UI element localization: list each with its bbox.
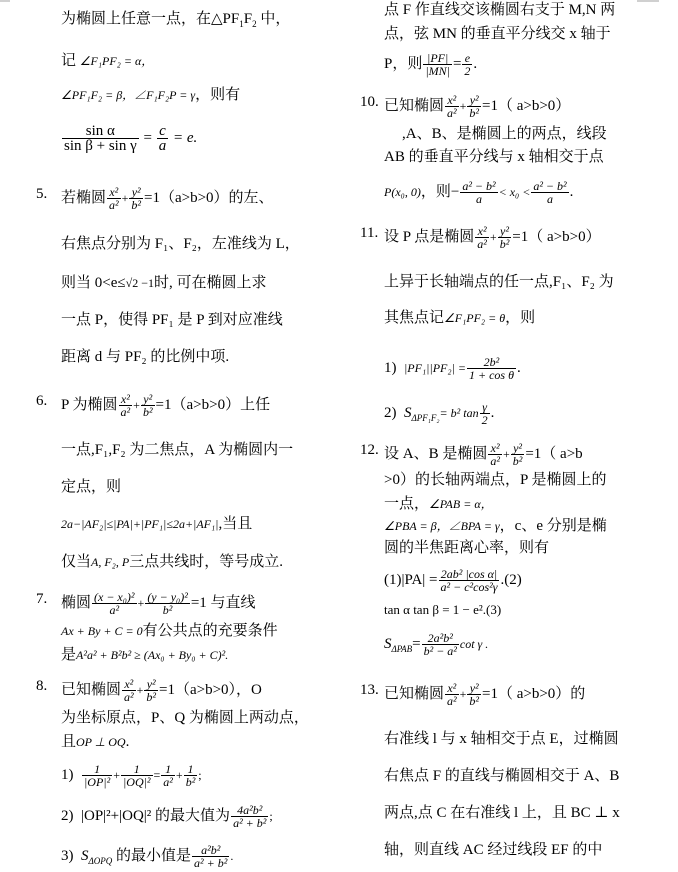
top-left-margin-mark: [0, 0, 10, 2]
one-over-b2: $\frac{1}{\text{b²}}$: [185, 762, 196, 789]
x2-over-a2: $\frac{\text{x²}}{\text{a²}}$: [447, 681, 457, 708]
item-12-line-1: 设 A、B 是椭圆 $\frac{\text{x²}}{\text{a²}}$ + $\frac{\text{y²}}{\text{b²}}$ =1（ a>b: [384, 441, 583, 468]
item-11-line-3: 其焦点记∠F₁PF₂ = θ，则: [384, 310, 536, 326]
item-5-line-2: 右焦点分别为 F₁、F₂，左准线为 L，: [61, 236, 300, 252]
item-7-line-3: 是A²a² + B²b² ≥ (Ax₀ + By₀ + C)².: [61, 647, 229, 663]
item-8-sub-1: 1) $\frac{1}{\text{|OP|²}}$ + $\frac{1}{\text{|OQ|²}}$ = $\frac{1}{\text{a²}}$ + $\frac{1}{\text{b²}}$ ;: [61, 762, 202, 789]
item-12-line-4: ∠PBA = β，∠BPA = γ，c、e 分别是椭: [384, 518, 607, 534]
neg-bound-fraction: $\frac{\text{a² − b²}}{a}$: [462, 179, 496, 206]
item-13-line-4: 两点,点 C 在右准线 l 上，且 BC ⊥ x: [384, 805, 620, 821]
y2-over-b2: $\frac{\text{y²}}{\text{b²}}$: [512, 441, 523, 468]
item-8-sub-3: 3) $S_{\Delta OPQ}$ 的最小值是 $\frac{\text{a²b²}}{\text{a² + b²}}$ .: [61, 843, 234, 870]
one-over-oq2: $\frac{1}{\text{|OQ|²}}$: [122, 762, 151, 789]
item-5-line-4: 一点 P，使得 PF₁ 是 P 到对应准线: [61, 312, 283, 328]
pa-length-fraction: $\frac{\text{2ab² |cos α|}}{\text{a² − c²cos²γ}}$: [440, 567, 498, 594]
item-13-line-1: 已知椭圆 $\frac{\text{x²}}{\text{a²}}$ + $\frac{\text{y²}}{\text{b²}}$ =1（ a>b>0）的: [384, 681, 586, 708]
item-13-line-3: 右焦点 F 的直线与椭圆相交于 A、B: [384, 768, 620, 784]
min-area-fraction: $\frac{\text{a²b²}}{\text{a² + b²}}$: [194, 843, 228, 870]
gamma-over-2: $\frac{\gamma}{2}$: [481, 400, 488, 427]
item-6-line-5: 仅当A, F₂, P三点共线时，等号成立.: [61, 554, 283, 570]
item-12-line-5: 圆的半焦距离心率，则有: [384, 540, 550, 556]
max-value-fraction: $\frac{\text{4a²b²}}{\text{a² + b²}}$: [233, 803, 267, 830]
shifted-x-fraction: $\frac{\text{(x − x₀)²}}{\text{a²}}$: [94, 590, 135, 617]
y2-over-b2: $\frac{\text{y²}}{\text{b²}}$: [146, 677, 157, 704]
item-13-line-5: 轴，则直线 AC 经过线段 EF 的中: [384, 842, 603, 858]
item-5-line-3: 则当 0<e≤√2 −1时, 可在椭圆上求: [61, 275, 267, 291]
c-over-a-fraction: $\frac{c}{a}$: [158, 123, 167, 154]
item-5-line-1: 若椭圆 $\frac{\text{x²}}{\text{a²}}$ + $\frac{\text{y²}}{\text{b²}}$ =1（a>b>0）的左、: [61, 185, 274, 212]
item-8-line-2: 为坐标原点，P、Q 为椭圆上两动点，: [61, 710, 309, 726]
item-6-line-4: 2a−|AF₂|≤|PA|+|PF₁|≤2a+|AF₁|,当且: [61, 516, 253, 532]
one-over-op2: $\frac{1}{\text{|OP|²}}$: [84, 762, 111, 789]
x2-over-a2: $\frac{\text{x²}}{\text{a²}}$: [490, 441, 500, 468]
x2-over-a2: $\frac{\text{x²}}{\text{a²}}$: [120, 392, 131, 419]
top-right-margin-mark: [637, 0, 659, 2]
item-13-number: 13.: [360, 682, 379, 698]
item-12-formula-1: (1)|PA| = $\frac{\text{2ab² |cos α|}}{\text{a² − c²cos²γ}}$ .(2): [384, 567, 522, 594]
e-over-2: $\frac{e}{2}$: [464, 51, 471, 78]
pos-bound-fraction: $\frac{\text{a² − b²}}{a}$: [533, 179, 567, 206]
item-11-line-1: 设 P 点是椭圆 $\frac{\text{x²}}{\text{a²}}$ + $\frac{\text{y²}}{\text{b²}}$ =1（ a>b>0）: [384, 224, 601, 251]
x2-over-a2: $\frac{\text{x²}}{\text{a²}}$: [447, 93, 457, 120]
item-11-sub-2: 2) $S_{\Delta PF_1F_2}= b^2$ tan $\frac{\gamma}{2}$ .: [384, 400, 495, 427]
item-12-number: 12.: [360, 442, 379, 458]
item-8-number: 8.: [36, 678, 48, 694]
item-6-line-3: 定点，则: [61, 479, 122, 495]
item-5-number: 5.: [36, 186, 48, 202]
item-10-line-1: 已知椭圆 $\frac{\text{x²}}{\text{a²}}$ + $\frac{\text{y²}}{\text{b²}}$ =1（ a>b>0）: [384, 93, 571, 120]
x2-over-a2: $\frac{\text{x²}}{\text{a²}}$: [109, 185, 119, 212]
y2-over-b2: $\frac{\text{y²}}{\text{b²}}$: [131, 185, 142, 212]
y2-over-b2: $\frac{\text{y²}}{\text{b²}}$: [469, 93, 480, 120]
item-8-line-3: 且OP ⊥ OQ.: [61, 734, 130, 750]
item-10-line-2: ,A、B、是椭圆上的两点，线段: [402, 126, 607, 142]
intro-formula: $\frac{\text{sin α}}{\text{sin β + sin γ}}$ = $\frac{c}{a}$ = e.: [64, 123, 198, 154]
item-8-line-1: 已知椭圆 $\frac{\text{x²}}{\text{a²}}$ + $\frac{\text{y²}}{\text{b²}}$ =1（a>b>0），O: [61, 677, 262, 704]
item-7-number: 7.: [36, 591, 48, 607]
item-7-line-1: 椭圆 $\frac{\text{(x − x₀)²}}{\text{a²}}$ + $\frac{\text{(y − y₀)²}}{\text{b²}}$ =1 与直线: [61, 590, 256, 617]
y2-over-b2: $\frac{\text{y²}}{\text{b²}}$: [469, 681, 480, 708]
item-7-line-2: Ax + By + C = 0有公共点的充要条件: [61, 623, 278, 639]
area-pab-fraction: $\frac{\text{2a²b²}}{\text{b² − a²}}$: [423, 631, 457, 658]
item-12-formula-2: tan α tan β = 1 − e².(3): [384, 602, 502, 617]
item-11-sub-1: 1) |PF₁||PF₂| = $\frac{\text{2b²}}{\text{1 + cos θ}}$ .: [384, 355, 521, 382]
sin-ratio-fraction: $\frac{\text{sin α}}{\text{sin β + sin γ}}$: [64, 123, 137, 154]
item-9-line-1: 点 F 作直线交该椭圆右支于 M,N 两: [384, 2, 616, 18]
intro-line-3: ∠PF₁F₂ = β，∠F₁F₂P = γ，则有: [61, 87, 241, 103]
item-12-line-2: >0）的长轴两端点，P 是椭圆上的: [384, 472, 607, 488]
shifted-y-fraction: $\frac{\text{(y − y₀)²}}{\text{b²}}$: [147, 590, 188, 617]
item-10-number: 10.: [360, 94, 379, 110]
x2-over-a2: $\frac{\text{x²}}{\text{a²}}$: [477, 224, 487, 251]
item-6-line-2: 一点,F₁,F₂ 为二焦点，A 为椭圆内一: [61, 442, 294, 458]
item-9-line-3: P，则 $\frac{|PF|}{|MN|}$ = $\frac{e}{2}$ .: [384, 51, 478, 78]
focal-product-fraction: $\frac{\text{2b²}}{\text{1 + cos θ}}$: [468, 355, 514, 382]
y2-over-b2: $\frac{\text{y²}}{\text{b²}}$: [499, 224, 510, 251]
item-11-number: 11.: [360, 225, 379, 241]
one-over-a2: $\frac{1}{\text{a²}}$: [163, 762, 173, 789]
item-10-line-3: AB 的垂直平分线与 x 轴相交于点: [384, 149, 604, 165]
intro-line-1: 为椭圆上任意一点，在$\triangle PF_1F_2$ 中，: [61, 11, 291, 29]
item-10-line-4: P(x₀, 0)，则− $\frac{\text{a² − b²}}{a}$ < x₀ < $\frac{\text{a² − b²}}{a}$ .: [384, 179, 574, 206]
y2-over-b2: $\frac{\text{y²}}{\text{b²}}$: [142, 392, 153, 419]
x2-over-a2: $\frac{\text{x²}}{\text{a²}}$: [124, 677, 134, 704]
item-11-line-2: 上异于长轴端点的任一点,F₁、F₂ 为: [384, 274, 614, 290]
item-6-line-1: P 为椭圆 $\frac{\text{x²}}{\text{a²}}$ + $\frac{\text{y²}}{\text{b²}}$ =1（a>b>0）上任: [61, 392, 271, 419]
item-6-number: 6.: [36, 393, 48, 409]
intro-line-2: 记 ∠F₁PF₂ = α，: [61, 53, 154, 69]
item-12-formula-3: $S_{\Delta PAB}=$ $\frac{\text{2a²b²}}{\text{b² − a²}}$ cot γ .: [384, 631, 489, 658]
item-8-sub-2: 2) |OP|²+|OQ|² 的最大值为 $\frac{\text{4a²b²}}{\text{a² + b²}}$ ;: [61, 803, 273, 830]
item-9-line-2: 点，弦 MN 的垂直平分线交 x 轴于: [384, 26, 611, 42]
pf-over-mn: $\frac{|PF|}{|MN|}$: [425, 51, 450, 78]
item-12-line-3: 一点，∠PAB = α，: [384, 496, 493, 512]
item-5-line-5: 距离 d 与 PF₂ 的比例中项.: [61, 349, 230, 365]
item-13-line-2: 右准线 l 与 x 轴相交于点 E，过椭圆: [384, 731, 619, 747]
